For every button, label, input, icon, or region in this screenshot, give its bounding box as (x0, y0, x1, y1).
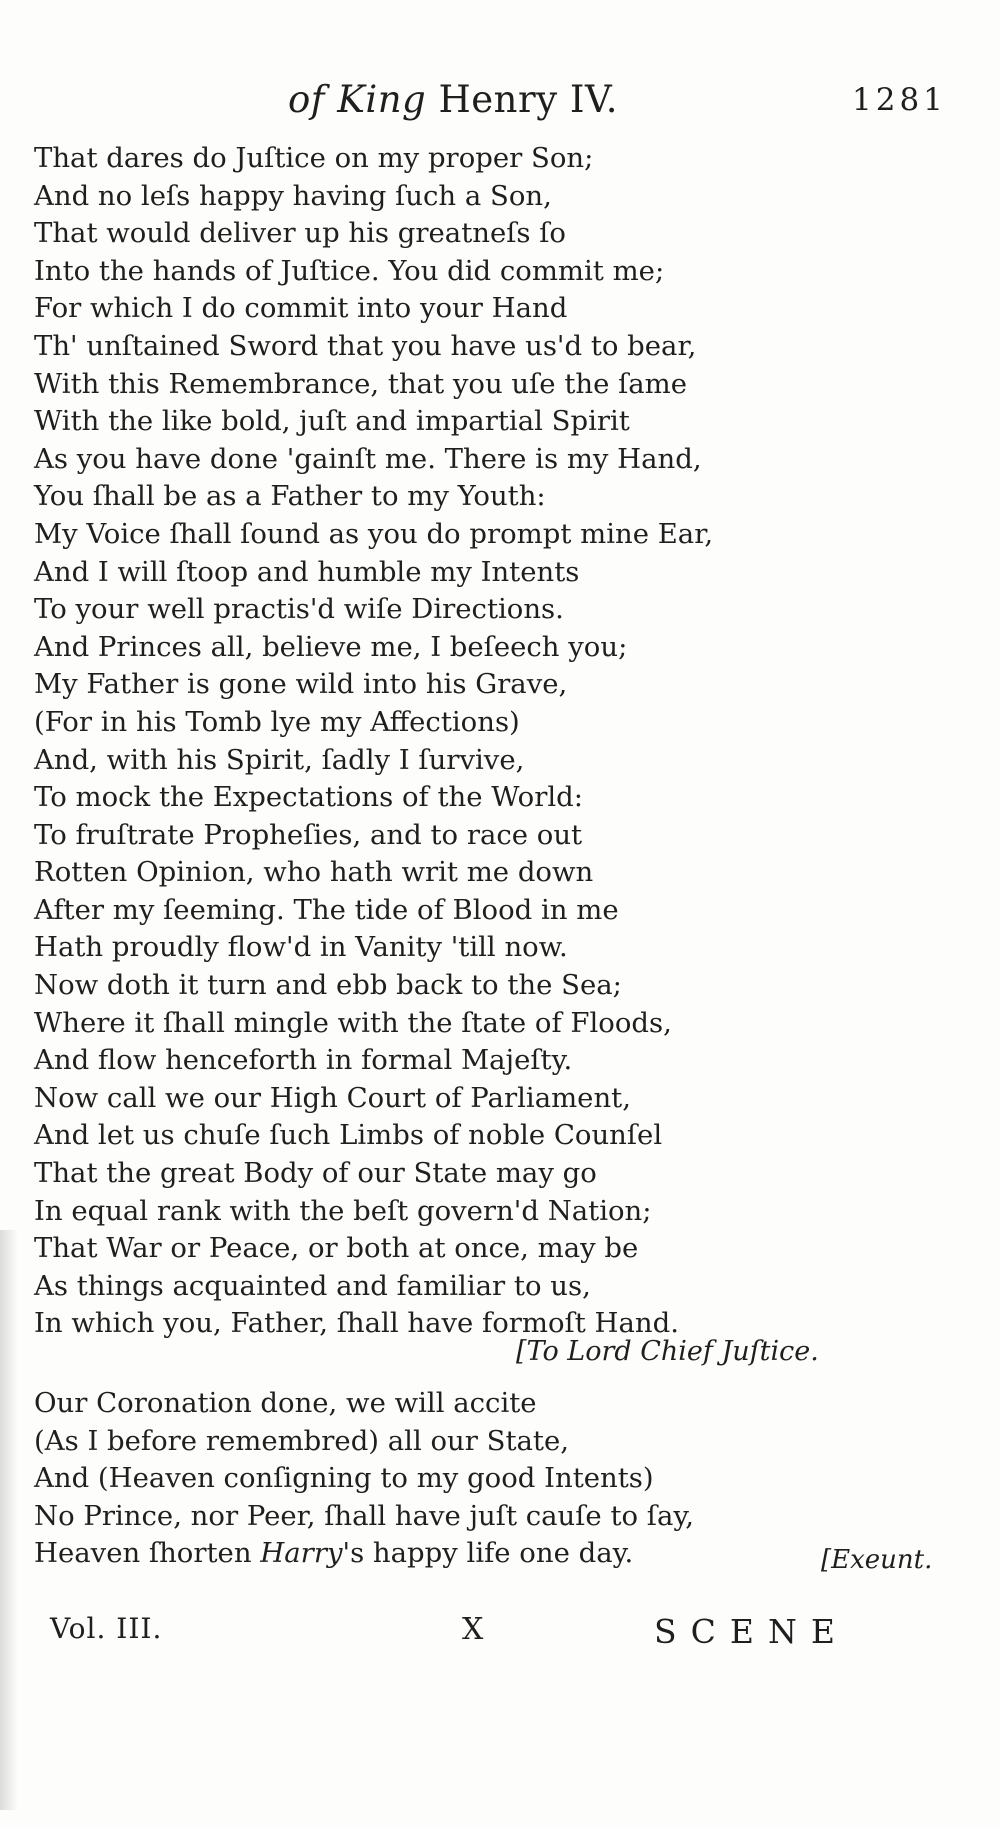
verse-line: (For in his Tomb lye my Affections) (34, 705, 520, 738)
verse-line: Rotten Opinion, who hath writ me down (34, 856, 594, 889)
verse-line: Th' unſtained Sword that you have us'd to bear, (34, 329, 697, 362)
verse-line: As you have done 'gainſt me. There is my Hand, (34, 442, 702, 475)
verse-line: To fruſtrate Propheſies, and to race out (34, 818, 583, 851)
title-rest: Henry IV. (438, 78, 618, 121)
verse-line: And, with his Spirit, ſadly I ſurvive, (34, 743, 525, 776)
verse-line: To mock the Expectations of the World: (34, 781, 584, 814)
verse-line: My Voice ſhall ſound as you do prompt mine Ear, (34, 517, 714, 550)
verse-line: No Prince, nor Peer, ſhall have juſt cauſe to ſay, (34, 1499, 694, 1532)
verse-line: And I will ſtoop and humble my Intents (34, 555, 580, 588)
verse-line: Our Coronation done, we will accite (34, 1387, 537, 1419)
verse-line: And Princes all, believe me, I beſeech you; (34, 630, 628, 663)
verse-line: As things acquainted and familiar to us, (34, 1269, 591, 1302)
verse-line: My Father is gone wild into his Grave, (34, 668, 568, 701)
verse-line: For which I do commit into your Hand (34, 292, 568, 325)
verse-line: And let us chuſe ſuch Limbs of noble Counſel (34, 1119, 663, 1152)
verse-line: And flow henceforth in formal Majeſty. (34, 1044, 573, 1077)
final-line-start: Heaven ſhorten (34, 1537, 261, 1570)
verse-line: To your well practis'd wiſe Directions. (34, 593, 564, 626)
running-title (288, 78, 618, 121)
verse-line: With the like bold, juſt and impartial Spirit (34, 405, 630, 438)
verse-line: Now doth it turn and ebb back to the Sea; (34, 969, 622, 1002)
verse-block-continued (34, 1385, 954, 1573)
verse-line: You ſhall be as a Father to my Youth: (34, 480, 546, 513)
verse-block (34, 140, 954, 1343)
verse-line: That would deliver up his greatneſs ſo (34, 217, 566, 250)
page-footer (0, 1612, 1000, 1662)
stage-direction: [To Lord Chief Juſtice. (516, 1336, 819, 1367)
running-head (0, 78, 1000, 128)
signature-mark: X (462, 1612, 484, 1647)
volume-label: Vol. III. (50, 1612, 163, 1645)
verse-line: And no leſs happy having ſuch a Son, (34, 179, 552, 212)
page-number: 1281 (852, 82, 947, 118)
verse-line: After my ſeeming. The tide of Blood in me (34, 893, 619, 926)
title-king: King (337, 78, 427, 121)
verse-line: In which you, Father, ſhall have formoſt Hand. (34, 1307, 679, 1340)
final-line-end: 's happy life one day. (342, 1537, 634, 1570)
verse-line: Now call we our High Court of Parliament, (34, 1081, 631, 1114)
character-name-harry: Harry (260, 1537, 343, 1570)
verse-line: Into the hands of Juſtice. You did commit me; (34, 254, 665, 287)
verse-line: That dares do Juſtice on my proper Son; (34, 142, 594, 174)
title-of: of (288, 78, 325, 121)
verse-line: That War or Peace, or both at once, may be (34, 1232, 639, 1265)
gutter-shadow (0, 1230, 18, 1810)
verse-line: That the great Body of our State may go (34, 1157, 597, 1190)
verse-line: With this Remembrance, that you uſe the ſame (34, 367, 688, 400)
verse-line: (As I before remembred) all our State, (34, 1424, 570, 1457)
catchword: SCENE (654, 1612, 849, 1651)
exit-direction: [Exeunt. (821, 1545, 933, 1575)
verse-line: And (Heaven conſigning to my good Intents) (34, 1462, 654, 1495)
verse-line: In equal rank with the beſt govern'd Nation; (34, 1194, 652, 1227)
verse-line: Hath proudly flow'd in Vanity 'till now. (34, 931, 568, 964)
verse-line: Where it ſhall mingle with the ſtate of Floods, (34, 1006, 672, 1039)
verse-line-final (34, 1535, 954, 1573)
